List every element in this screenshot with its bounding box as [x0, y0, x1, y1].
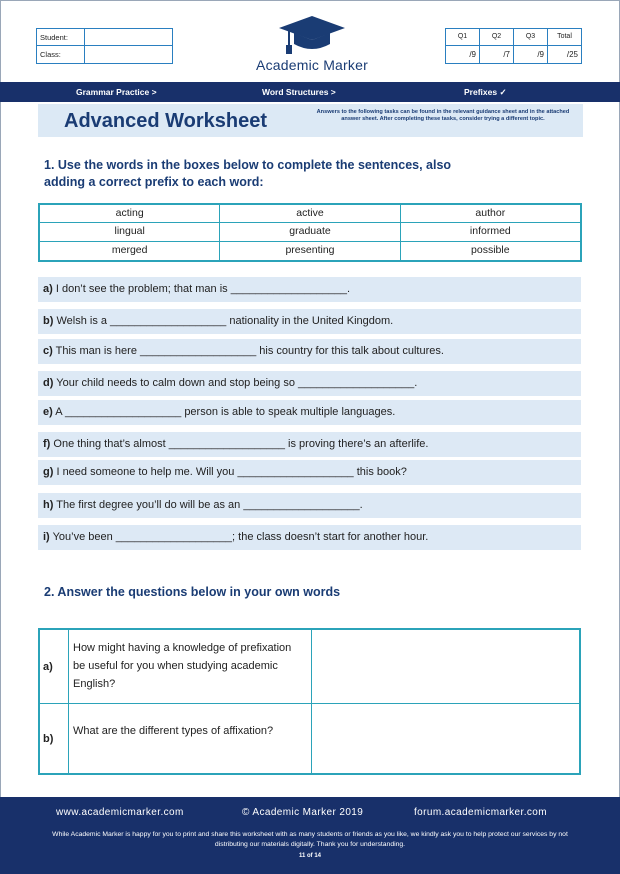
score-table	[445, 28, 582, 64]
score-col-q1	[446, 29, 480, 63]
page-title: Advanced Worksheet	[64, 110, 268, 132]
footer-forum-link[interactable]: forum.academicmarker.com	[414, 807, 547, 818]
graduation-cap-icon	[277, 14, 347, 56]
word-box-table	[38, 203, 582, 262]
sentence-text: One thing that’s almost ___________________ is proving there’s an afterlife.	[53, 438, 429, 450]
breadcrumb-prefixes[interactable]: Prefixes ✓	[464, 87, 507, 97]
score-value[interactable]: /7	[503, 50, 510, 59]
word-cell: acting	[40, 205, 220, 222]
answer-table	[38, 628, 581, 775]
class-field[interactable]	[85, 46, 172, 63]
sentence-letter: i)	[43, 531, 50, 543]
score-header: Q3	[514, 29, 547, 46]
breadcrumb-grammar-practice[interactable]: Grammar Practice >	[76, 87, 157, 97]
word-cell: possible	[471, 243, 510, 256]
sentence-text: A ___________________ person is able to speak multiple languages.	[55, 406, 396, 418]
page-number: 11 of 14	[298, 853, 321, 859]
sentence-letter: e)	[43, 406, 53, 418]
sentence-i[interactable]	[38, 525, 581, 550]
question-2-heading: 2. Answer the questions below in your own words	[44, 585, 341, 599]
footer-copyright: © Academic Marker 2019	[242, 807, 364, 818]
answer-row-letter: a)	[40, 630, 69, 703]
answer-field-b[interactable]	[312, 704, 579, 773]
sentence-b[interactable]	[38, 309, 581, 334]
breadcrumb-bar	[0, 82, 620, 102]
sentence-letter: a)	[43, 283, 53, 295]
sentence-c[interactable]	[38, 339, 581, 364]
sentence-e[interactable]	[38, 400, 581, 425]
score-value[interactable]: /25	[566, 50, 578, 59]
answer-field-a[interactable]	[312, 630, 579, 703]
student-name-field[interactable]	[85, 29, 172, 45]
score-header: Q2	[480, 29, 513, 46]
sentence-h[interactable]	[38, 493, 581, 518]
question-1-heading-line2: adding a correct prefix to each word:	[44, 175, 264, 189]
sentence-letter: f)	[43, 438, 51, 450]
breadcrumb-word-structures[interactable]: Word Structures >	[262, 87, 336, 97]
academic-marker-logo	[232, 14, 392, 74]
sentence-f[interactable]	[38, 432, 581, 457]
score-col-total	[548, 29, 581, 63]
score-header: Q1	[446, 29, 479, 46]
sentence-text: Your child needs to calm down and stop being so ___________________.	[56, 377, 418, 389]
sentence-a[interactable]	[38, 277, 581, 302]
student-label: Student:	[37, 29, 85, 45]
answer-row	[40, 630, 579, 704]
word-cell: graduate	[220, 223, 400, 240]
answer-row-question: What are the different types of affixation?	[69, 704, 312, 773]
question-1-heading	[44, 157, 451, 191]
score-header: Total	[548, 29, 581, 46]
score-value[interactable]: /9	[469, 50, 476, 59]
score-col-q2	[480, 29, 514, 63]
footer	[0, 797, 620, 874]
class-label: Class:	[37, 46, 85, 63]
answer-row-question: How might having a knowledge of prefixation be useful for you when studying academic English?	[69, 630, 312, 703]
student-info-box	[36, 28, 173, 64]
answer-row-letter: b)	[40, 704, 69, 773]
sentence-d[interactable]	[38, 371, 581, 396]
brand-name: Academic Marker	[256, 57, 368, 73]
word-row	[40, 205, 580, 223]
sentence-text: I don’t see the problem; that man is ___________________.	[55, 283, 351, 295]
sentence-letter: c)	[43, 345, 53, 357]
score-col-q3	[514, 29, 548, 63]
sentence-letter: g)	[43, 466, 54, 478]
word-row	[40, 242, 580, 260]
sentence-letter: h)	[43, 499, 54, 511]
sentence-text: This man is here ___________________ his country for this talk about cultures.	[55, 345, 444, 357]
sentence-g[interactable]	[38, 460, 581, 485]
word-row	[40, 223, 580, 241]
footer-website-link[interactable]: www.academicmarker.com	[56, 807, 184, 818]
word-cell: presenting	[220, 242, 400, 260]
score-value[interactable]: /9	[537, 50, 544, 59]
sentence-text: You’ve been ___________________; the class doesn’t start for another hour.	[52, 531, 429, 543]
sentence-text: I need someone to help me. Will you ___________________ this book?	[56, 466, 407, 478]
word-cell: informed	[469, 225, 511, 238]
sentence-text: Welsh is a ___________________ nationality in the United Kingdom.	[56, 315, 394, 327]
sentence-letter: d)	[43, 377, 54, 389]
question-1-heading-line1: 1. Use the words in the boxes below to complete the sentences, also	[44, 158, 452, 172]
instructions-note: Answers to the following tasks can be found in the relevant guidance sheet and in the attached answer sheet. After completing these tasks, consider trying a different topic.	[316, 109, 570, 122]
sentence-text: The first degree you’ll do will be as an ___________________.	[56, 499, 363, 511]
word-cell: active	[220, 205, 400, 222]
word-cell: merged	[40, 242, 220, 260]
word-cell: lingual	[40, 223, 220, 240]
answer-row	[40, 704, 579, 773]
sentence-letter: b)	[43, 315, 54, 327]
footer-message: While Academic Marker is happy for you to print and share this worksheet with as many students or friends as you like, we kindly ask you to help protect our services by not distributing our materials digitally. Thank you for understanding.	[52, 831, 568, 848]
title-band	[38, 104, 583, 137]
word-cell: author	[475, 207, 506, 219]
